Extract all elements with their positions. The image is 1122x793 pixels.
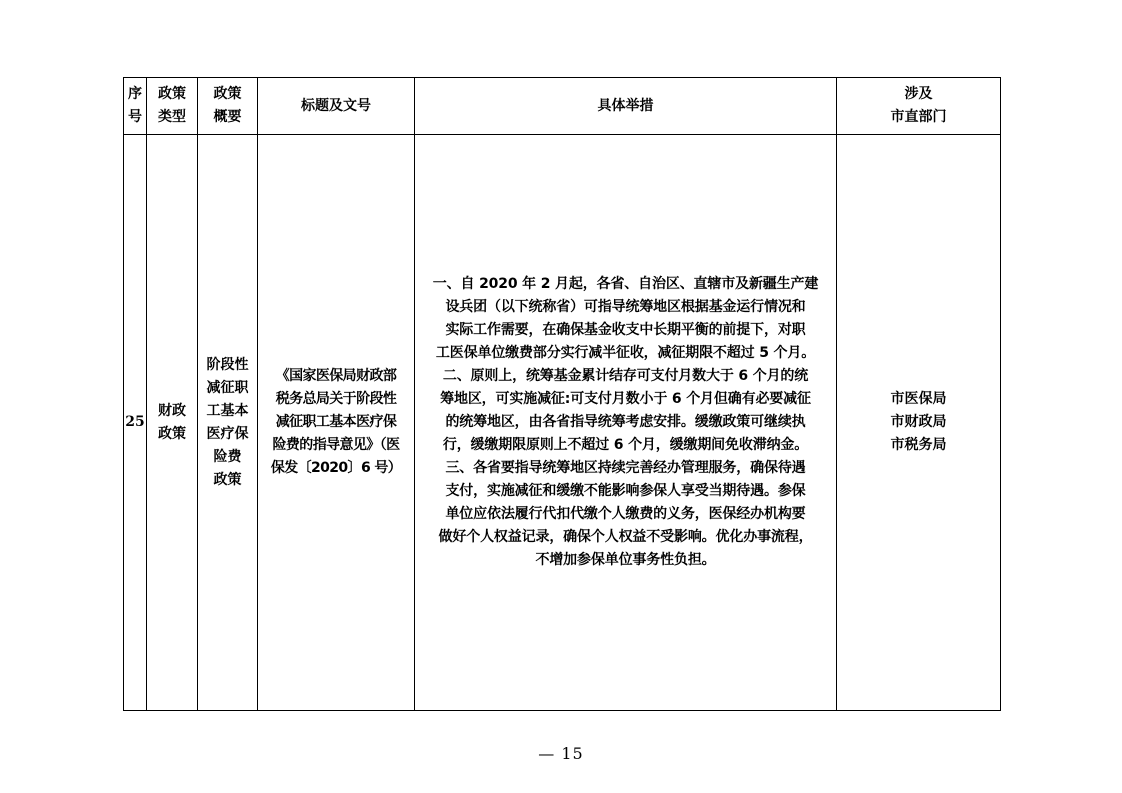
row-index: 25 [124,135,147,711]
row-specific-measures: 一、自 2020 年 2 月起，各省、自治区、直辖市及新疆生产建 设兵团（以下统称省）可指导统筹地区根据基金运行情况和 实际工作需要，在确保基金收支中长期平衡的前提下，对职 工医保单位缴费部分实行减半征收，减征期限不超过 5 个月。 二、原则上，统筹基金累计结存可支付月数大于 6 个月的统 筹地区，可实施减征:可支付月数小于 6 个月但确有必要减征 的统筹地区，由各省指导统筹考虑安排。缓缴政策可继续执 行，缓缴期限原则上不超过 6 个月，缓缴期间免收滞纳金。 三、各省要指导统筹地区持续完善经办管理服务，确保待遇 支付，实施减征和缓缴不能影响参保人享受当期待遇。参保 单位应依法履行代扣代缴个人缴费的义务，医保经办机构要 做好个人权益记录，确保个人权益不受影响。优化办事流程， 不增加参保单位事务性负担。 [415,135,837,711]
table-row [124,135,1001,711]
header-departments: 涉及 市直部门 [837,78,1001,135]
row-policy-type: 财政 政策 [147,135,198,711]
table-header-row [124,78,1001,135]
row-departments: 市医保局 市财政局 市税务局 [837,135,1001,711]
policy-table [123,77,1001,711]
header-policy-summary: 政策 概要 [198,78,258,135]
header-policy-type: 政策 类型 [147,78,198,135]
header-specific-measures: 具体举措 [415,78,837,135]
row-title-doc-number: 《国家医保局财政部 税务总局关于阶段性 减征职工基本医疗保 险费的指导意见》（医 保发〔2020〕6 号） [258,135,415,711]
page-number: — 15 [538,744,584,763]
header-title-doc-number: 标题及文号 [258,78,415,135]
row-policy-summary: 阶段性 减征职 工基本 医疗保 险费 政策 [198,135,258,711]
header-index: 序 号 [124,78,147,135]
